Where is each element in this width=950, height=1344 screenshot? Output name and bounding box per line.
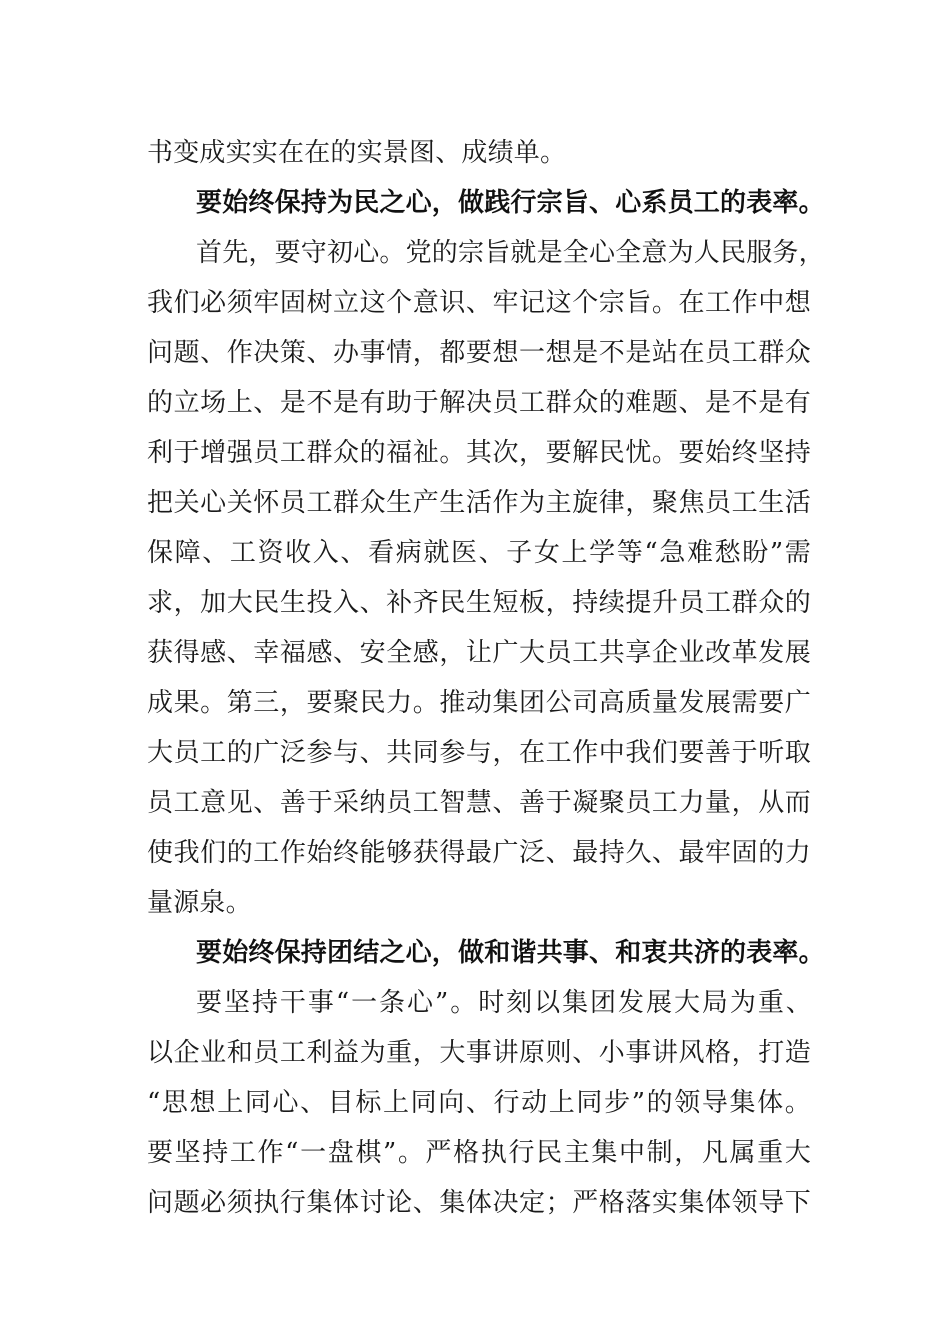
section-heading: 要始终保持团结之心，做和谐共事、和衷共济的表率。 bbox=[196, 938, 825, 968]
text-line: 大员工的广泛参与、共同参与，在工作中我们要善于听取 bbox=[147, 738, 811, 768]
text-line: 获得感、幸福感、安全感，让广大员工共享企业改革发展 bbox=[147, 638, 811, 668]
text-line: 的立场上、是不是有助于解决员工群众的难题、是不是有 bbox=[147, 388, 811, 418]
text-line: 成果。第三，要聚民力。推动集团公司高质量发展需要广 bbox=[147, 688, 811, 718]
text-line: 员工意见、善于采纳员工智慧、善于凝聚员工力量，从而 bbox=[147, 788, 811, 818]
text-line: 量源泉。 bbox=[147, 888, 252, 918]
text-line: 求，加大民生投入、补齐民生短板，持续提升员工群众的 bbox=[147, 588, 811, 618]
text-line: 问题必须执行集体讨论、集体决定；严格落实集体领导下 bbox=[147, 1188, 811, 1218]
section-heading: 要始终保持为民之心，做践行宗旨、心系员工的表率。 bbox=[196, 188, 825, 218]
text-line: 利于增强员工群众的福祉。其次，要解民忧。要始终坚持 bbox=[147, 438, 811, 468]
text-line: 要坚持干事“一条心”。时刻以集团发展大局为重、 bbox=[196, 988, 812, 1018]
text-line: 我们必须牢固树立这个意识、牢记这个宗旨。在工作中想 bbox=[147, 288, 811, 318]
text-line: 要坚持工作“一盘棋”。严格执行民主集中制，凡属重大 bbox=[147, 1138, 811, 1168]
text-line: 首先，要守初心。党的宗旨就是全心全意为人民服务， bbox=[196, 238, 825, 268]
text-line: 问题、作决策、办事情，都要想一想是不是站在员工群众 bbox=[147, 338, 811, 368]
text-line: 书变成实实在在的实景图、成绩单。 bbox=[147, 138, 567, 168]
text-line: 把关心关怀员工群众生产生活作为主旋律，聚焦员工生活 bbox=[147, 488, 811, 518]
text-line: “思想上同心、目标上同向、行动上同步”的领导集体。 bbox=[147, 1088, 811, 1118]
text-line: 以企业和员工利益为重，大事讲原则、小事讲风格，打造 bbox=[147, 1038, 811, 1068]
text-line: 使我们的工作始终能够获得最广泛、最持久、最牢固的力 bbox=[147, 838, 811, 868]
text-line: 保障、工资收入、看病就医、子女上学等“急难愁盼”需 bbox=[147, 538, 811, 568]
